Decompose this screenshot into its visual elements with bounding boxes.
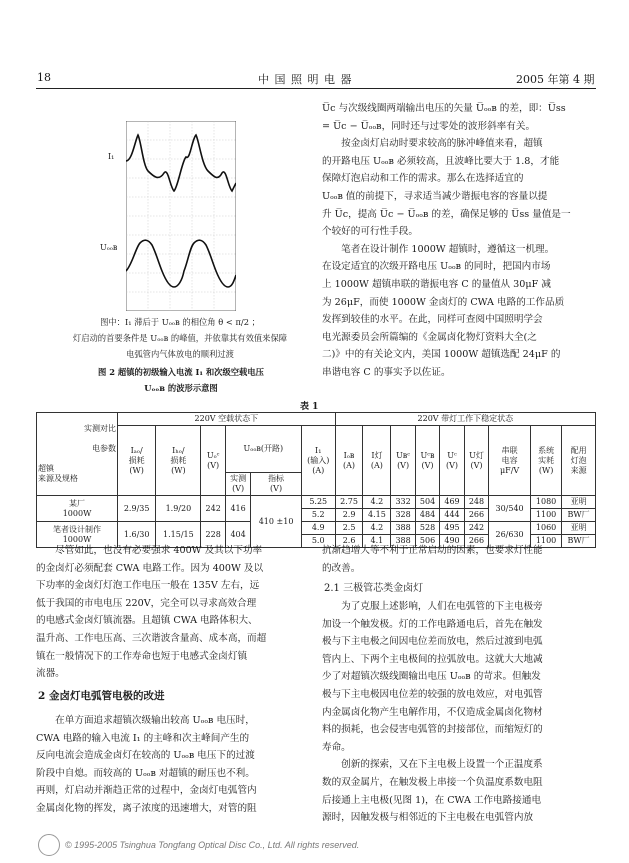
table-row: 5.2 2.9 4.15 328 484 444 266 1100 BW厂 — [37, 509, 596, 522]
header-uoc: Uₒᶜ (V) — [201, 426, 225, 496]
page-number: 18 — [37, 71, 51, 84]
figure-note-1: 图中：I₁ 滞后于 Uₒₒʙ 的相位角 θ < π/2 ； — [100, 317, 260, 327]
header-bulb-source: 配用 灯泡 来源 — [562, 426, 596, 496]
journal-name: 中 国 照 明 电 器 — [258, 73, 353, 86]
section-heading-2-1: 2.1 三极管芯类金卤灯 — [324, 583, 424, 594]
section-2-text: 在单方面追求超镇次级输出较高 Uₒₒʙ 电压时， CWA 电路的输入电流 I₁ 的主峰和次主峰间产生的 反向电流会造成金卤灯在较高的 Uₒₒʙ 电压下的过渡 阶段中自熄。而较高的 Uₒₒʙ 对超镇的耐压也不利。 再则，灯启动并渐趋正常的过程中，金卤灯电弧管内 金属卤化物的挥发，离子浓度的迅速增大，对管的阻 — [36, 715, 257, 814]
waveform-figure — [126, 121, 236, 311]
header-ibo: Iₕₒ/ 损耗 (W) — [156, 426, 201, 496]
waveform-label-current: I₁ — [108, 152, 115, 161]
table-corner-header: 实测对比 电参数 超镇 来源及规格 — [37, 413, 118, 496]
table-title: 表 1 — [300, 402, 319, 412]
header-ucob: Uₒₒʙ(开路) — [225, 426, 301, 473]
copyright-footer: © 1995-2005 Tsinghua Tongfang Optical Disc Co., Ltd. All rights reserved. — [65, 840, 360, 850]
publisher-logo-icon — [38, 834, 60, 856]
issue-label: 2005 年第 4 期 — [516, 73, 595, 86]
header-running: 220V 带灯工作下稳定状态 — [335, 413, 595, 426]
header-system-power: 系统 实耗 (W) — [530, 426, 561, 496]
header-iob: Iₒʙ (A) — [335, 426, 363, 496]
figure-note-2: 灯启动的首要条件是 Uₒₒʙ 的峰值，并依靠其有效值来保障 — [72, 333, 288, 343]
section-2-1-text: 为了克服上述影响，人们在电弧管的下主电极旁 加设一个触发极。灯的工作电路通电后，首先在触发 极与下主电极之间因电位差而放电，然后过渡到电弧 管内上、下两个主电极间的拉弧放电。这就大大地减 少了对超镇次级线圈输出电压 Uₒₒʙ 的苛求。但触发 极与下主电极因电位差的较强的放电效应，对电弧管 内金属卤化物产生电解作用，不仅造成金属卤化物材 料的损耗，也会侵害电弧管的封接部位，而缩短灯的 寿命。 创新的探索，又在下主电极上设置一个正温度系 数的双金属片，在触发极上串接一个负温度系数电阻 后接通上主电极(见图 1)，在 CWA 工作电路接通电 源时，因触发极与相邻近的下主电极在电弧管内放 — [322, 601, 543, 824]
header-ucob-measured: 实测 (V) — [225, 473, 250, 496]
current-waveform — [126, 135, 236, 191]
figure-note-3: 电弧管内气体放电的顺利过渡 — [126, 349, 234, 359]
left-column-text: 尽管如此，也没有必要强求 400W 及其以下功率 的金卤灯必须配套 CWA 电路工作。因为 400W 及以 下功率的金卤灯灯泡工作电压一般在 135V 左右，远 低于我国的市电电压 220V，完全可以寻求高效合理 的电感式金卤灯镇流器。且超镇 CWA 电路体积大、 温升高、工作电压高、三次谐波含量高、成本高，而超 镇在一般情况下的工作寿命也短于电感式金卤灯镇 流器。 — [36, 545, 267, 680]
data-table — [36, 412, 596, 548]
figure-caption-2: Uₒₒʙ 的波形示意图 — [144, 383, 218, 393]
header-i1: I₁ (输入) (A) — [301, 426, 335, 496]
header-noload: 220V 空载状态下 — [118, 413, 336, 426]
header-ulamp: U灯 (V) — [464, 426, 488, 496]
header-ubc: Uʙᶜ (V) — [391, 426, 415, 496]
header-capacitor: 串联 电容 μF/V — [489, 426, 531, 496]
header-ucb: Uᶜʙ (V) — [415, 426, 439, 496]
spec-cell: 410 ±10 — [251, 496, 301, 548]
waveform-label-voltage: Uₒₒʙ — [100, 243, 118, 252]
table-row: 某厂 1000W 2.9/35 1.9/20 242 416 410 ±10 5.25 2.75 4.2 332 504 469 248 30/540 1080 亚明 — [37, 496, 596, 509]
table-row: 笔者设计制作 1000W 1.6/30 1.15/15 228 404 4.9 2.5 4.2 388 528 495 242 26/630 1060 亚明 — [37, 522, 596, 535]
figure-caption-1: 图 2 超镇的初级输入电流 I₁ 和次级空载电压 — [98, 367, 264, 377]
right-column-top-text: U̅c 与次级线圈两端输出电压的矢量 U̅ₒₒʙ 的差，即：U̅ss = U̅c − U̅ₒₒʙ，同时还与过零处的波形斜率有关。 按金卤灯启动时要求较高的脉冲峰值来看，超镇 的开路电压 Uₒₒʙ 必须较高，且波峰比要大于 1.8，才能 保障灯泡启动和工作的需求。那么在选择适宜的 Uₒₒʙ 值的前提下，寻求适当减少谐振电容的容量以提 升 U̅c，提高 U̅c − U̅ₒₒʙ 的差，确保足够的 U̅ss 量值是一 个较好的可行性手段。 笔者在设计制作 1000W 超镇时，遵循这一机理。 在设定适宜的次级开路电压 Uₒₒʙ 的同时，把国内市场 上 1000W 超镇串联的谐振电容 C 的量值从 30μF 减 为 26μF，而使 1000W 金卤灯的 CWA 电路的工作品质 发挥到较佳的水平。在此，同样可查阅中国照明学会 电光源委员会所篇编的《金属卤化物灯资料大全(之 二)》中的有关论文内，美国 1000W 超镇选配 24μF 的 串谐电容 C 的事实予以佐证。 — [322, 103, 571, 378]
section-heading-2: 2 金卤灯电弧管电极的改进 — [38, 690, 165, 702]
table-row: 5.0 2.6 4.1 388 506 490 266 1100 BW厂 — [37, 535, 596, 548]
header-ucob-spec: 指标 (V) — [251, 473, 301, 496]
right-column-continuation: 抗渐趋增大等不利于正常启动的因素，也要求灯性能 的改善。 — [322, 545, 543, 574]
header-iao: Iₐₒ/ 损耗 (W) — [118, 426, 156, 496]
header-rule — [36, 88, 596, 89]
header-ilamp: I灯 (A) — [363, 426, 391, 496]
voltage-waveform — [126, 240, 236, 287]
header-uc: Uᶜ (V) — [440, 426, 464, 496]
